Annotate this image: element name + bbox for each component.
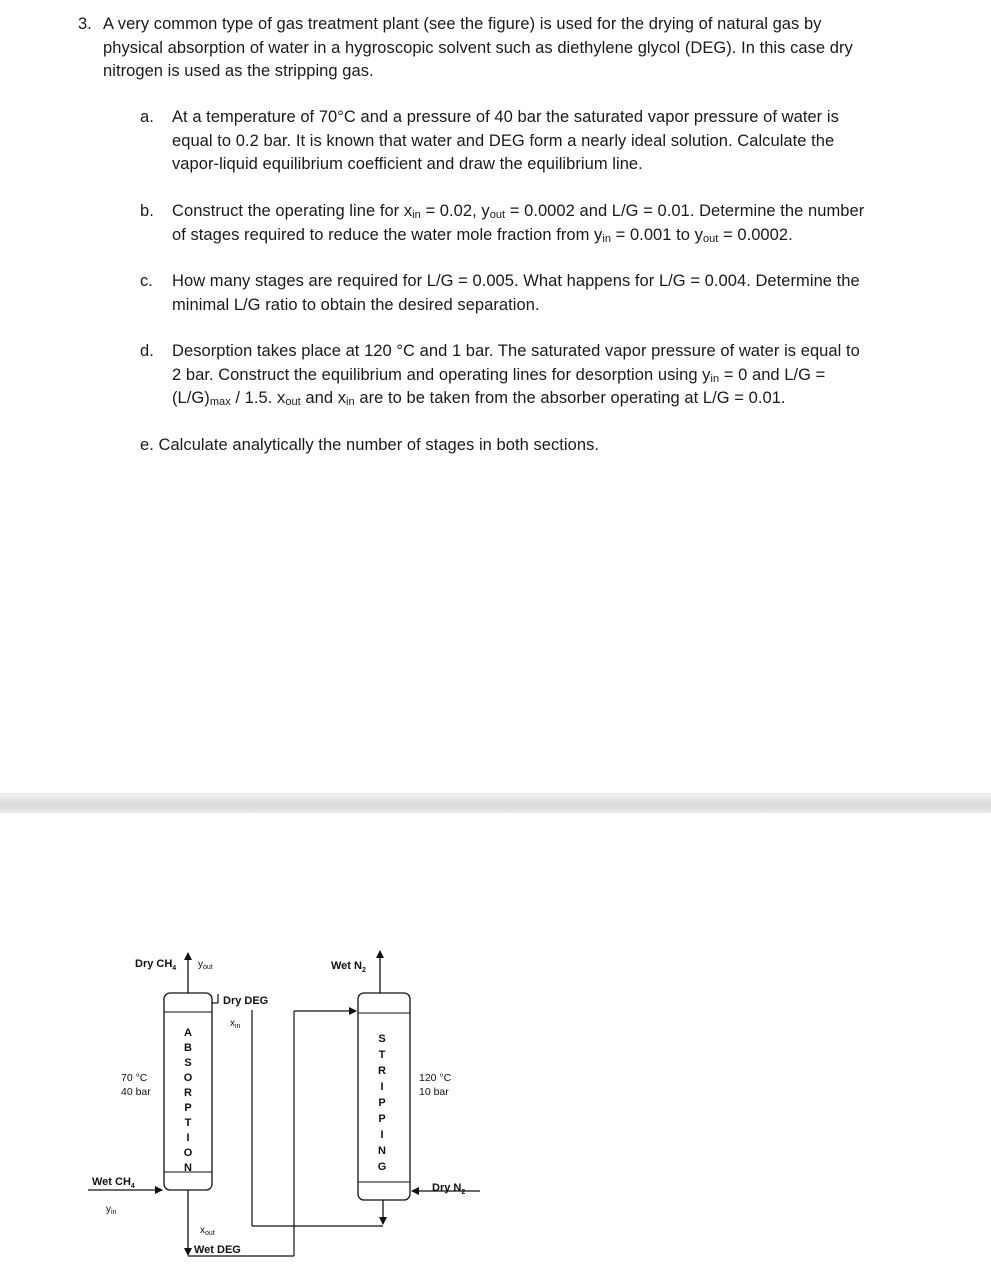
dry-ch4-label: Dry $CH_4$ [135,958,177,972]
part-d-label: d. [140,342,154,360]
stripper-letter: P [378,1097,386,1109]
absorber-letter: B [184,1042,192,1054]
part-a-line-2: equal to 0.2 bar. It is known that water and DEG form a nearly ideal solution. Calculate the [172,131,835,150]
absorber-letter: R [184,1087,192,1099]
absorber-letter: T [184,1117,192,1129]
stripper-letter: N [378,1145,386,1157]
part-d-line-3: $(L/G)_{max} / 1.5$. $x_{out}$ and $x_{in}$ are to be taken from the absorber operating at L/G = 0.01. [172,389,786,408]
wet-ch4-label: Wet $CH_4$ [92,1176,135,1190]
stripper-temp-label: 120 °C [419,1072,452,1084]
absorber-letter: A [184,1027,192,1039]
stripper-letter: T [378,1049,386,1061]
part-d-line-1: Desorption takes place at 120 °C and 1 bar. The saturated vapor pressure of water is equal to [172,342,860,360]
y-out-label: $y_{out}$ [198,959,213,971]
absorber-letter: O [183,1072,193,1084]
part-a-line-3: vapor-liquid equilibrium coefficient and draw the equilibrium line. [172,155,643,173]
x-out-label: $x_{out}$ [200,1225,215,1237]
y-in-label: $y_{in}$ [106,1204,117,1216]
absorber-letters [184,1027,193,1174]
absorber-pressure-label: 40 bar [121,1086,151,1098]
stripper-letter: S [378,1033,386,1045]
question-number: 3. [78,15,92,33]
absorber-letter: N [184,1162,192,1174]
part-b-line-1: Construct the operating line for $x_{in} = 0.02$, $y_{out} = 0.0002$ and L/G = 0.01. Determine the number [172,202,865,221]
page-divider [0,793,991,814]
absorber-letter: S [184,1057,192,1069]
stripper-letters [378,1033,387,1173]
stripper-letter: I [380,1129,384,1141]
part-b-label: b. [140,202,154,220]
dry-n2-label: Dry $N_2$ [432,1182,466,1196]
wet-n2-label: Wet $N_2$ [331,960,366,974]
part-c-line-2: minimal L/G ratio to obtain the desired separation. [172,295,540,314]
dry-deg-label: Dry DEG [223,995,269,1007]
stripper-pressure-label: 10 bar [419,1086,449,1098]
question-intro-line-1: A very common type of gas treatment plant (see the figure) is used for the drying of natural gas by [103,15,822,33]
part-b-line-2: of stages required to reduce the water mole fraction from $y_{in} = 0.001$ to $y_{out} = 0.0002$. [172,225,793,245]
x-in-label: $x_{in}$ [230,1018,241,1030]
absorber-letter: P [184,1102,192,1114]
part-d-line-2: 2 bar. Construct the equilibrium and operating lines for desorption using $y_{in} = 0$ and L/G = [172,365,826,385]
part-a-line-1: At a temperature of 70°C and a pressure of 40 bar the saturated vapor pressure of water is [172,108,839,126]
process-flow-diagram [0,813,991,1280]
wet-deg-label: Wet DEG [194,1244,241,1256]
part-c-line-1: How many stages are required for L/G = 0.005. What happens for L/G = 0.004. Determine the [172,272,860,290]
stripper-letter: R [378,1065,386,1077]
part-a-label: a. [140,108,154,126]
absorber-letter: O [183,1147,193,1159]
part-e-line: e. Calculate analytically the number of stages in both sections. [140,436,600,454]
stripper-letter: G [377,1161,387,1173]
stripper-letter: P [378,1113,386,1125]
question-intro-line-3: nitrogen is used as the stripping gas. [103,62,374,80]
figure-page [0,813,991,1280]
absorber-temp-label: 70 °C [121,1072,148,1084]
part-c-label: c. [140,272,153,290]
absorber-letter: I [186,1132,190,1144]
question-intro-line-2: physical absorption of water in a hygroscopic solvent such as diethylene glycol (DEG). In this case dry [103,38,853,57]
stripper-letter: I [380,1081,384,1093]
